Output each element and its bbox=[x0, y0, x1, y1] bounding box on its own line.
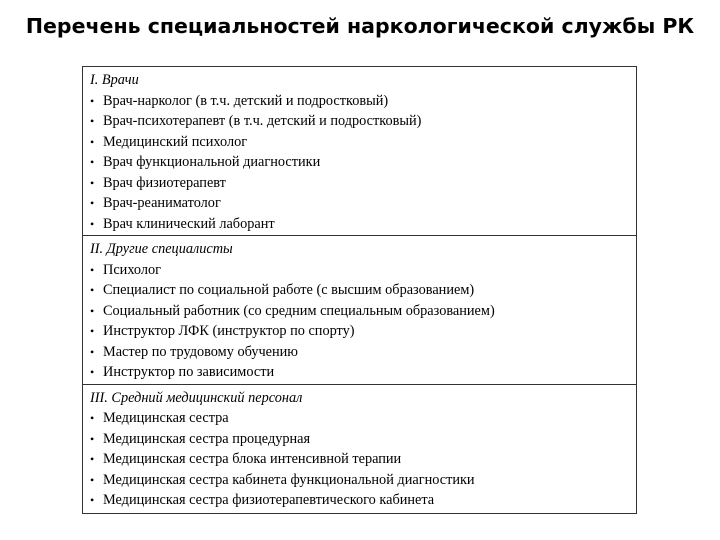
list-item bbox=[90, 111, 636, 132]
bullet-icon: • bbox=[90, 134, 95, 149]
bullet-icon: • bbox=[90, 472, 95, 487]
list-item bbox=[90, 132, 636, 153]
list-item bbox=[90, 490, 636, 511]
bullet-icon: • bbox=[90, 344, 95, 359]
bullet-icon: • bbox=[90, 324, 95, 338]
bullet-icon: • bbox=[90, 216, 95, 231]
list-item bbox=[90, 429, 636, 450]
list-item-label: Врач-нарколог (в т.ч. детский и подростковый) bbox=[103, 92, 389, 109]
list-item-label: Врач клинический лаборант bbox=[103, 215, 275, 232]
list-item-label: Медицинская сестра кабинета функциональной диагностики bbox=[103, 471, 475, 488]
list-item bbox=[90, 362, 636, 383]
list-item bbox=[90, 301, 636, 322]
page-title: Перечень специальностей наркологической службы РК bbox=[25, 14, 695, 38]
list-item-label: Врач физиотерапевт bbox=[103, 174, 226, 191]
list-item bbox=[90, 91, 636, 112]
bullet-icon: • bbox=[90, 303, 95, 318]
section-nursing-staff bbox=[83, 385, 636, 513]
list-item bbox=[90, 152, 636, 173]
bullet-icon: • bbox=[90, 114, 95, 128]
bullet-icon: • bbox=[90, 196, 95, 210]
list-item-label: Психолог bbox=[103, 261, 162, 278]
list-item bbox=[90, 342, 636, 363]
list-item-label: Мастер по трудовому обучению bbox=[103, 343, 298, 360]
section-heading: II. Другие специалисты bbox=[90, 241, 233, 257]
list-item-label: Медицинская сестра процедурная bbox=[103, 430, 311, 447]
section-heading: I. Врачи bbox=[90, 72, 139, 88]
list-item-label: Врач функциональной диагностики bbox=[103, 154, 321, 170]
list-item bbox=[90, 173, 636, 194]
list-item bbox=[90, 280, 636, 301]
list-item bbox=[90, 214, 636, 235]
bullet-icon: • bbox=[90, 365, 95, 379]
list-item-label: Инструктор ЛФК (инструктор по спорту) bbox=[103, 323, 355, 339]
list-item-label: Медицинский психолог bbox=[103, 133, 248, 150]
list-item-label: Медицинская сестра блока интенсивной терапии bbox=[103, 451, 402, 467]
bullet-icon: • bbox=[90, 283, 95, 297]
bullet-icon: • bbox=[90, 411, 95, 425]
bullet-icon: • bbox=[90, 175, 95, 190]
section-doctors bbox=[83, 67, 636, 236]
list-item bbox=[90, 193, 636, 214]
list-item-label: Социальный работник (со средним специальным образованием) bbox=[103, 302, 495, 319]
list-item bbox=[90, 321, 636, 342]
bullet-icon: • bbox=[90, 93, 95, 108]
bullet-icon: • bbox=[90, 493, 95, 507]
list-item bbox=[90, 408, 636, 429]
bullet-icon: • bbox=[90, 155, 95, 169]
list-item bbox=[90, 449, 636, 470]
list-item-label: Врач-психотерапевт (в т.ч. детский и подростковый) bbox=[103, 113, 422, 129]
list-item-label: Медицинская сестра физиотерапевтического кабинета bbox=[103, 492, 435, 508]
list-item bbox=[90, 260, 636, 281]
list-item-label: Специалист по социальной работе (с высшим образованием) bbox=[103, 282, 475, 298]
bullet-icon: • bbox=[90, 452, 95, 466]
section-heading: III. Средний медицинский персонал bbox=[90, 389, 303, 406]
bullet-icon: • bbox=[90, 262, 95, 277]
list-item-label: Инструктор по зависимости bbox=[103, 364, 275, 380]
list-item bbox=[90, 470, 636, 491]
list-item-label: Медицинская сестра bbox=[103, 410, 229, 426]
section-other-specialists bbox=[83, 236, 636, 385]
list-item-label: Врач-реаниматолог bbox=[103, 195, 221, 211]
specialties-table bbox=[82, 66, 637, 514]
bullet-icon: • bbox=[90, 431, 95, 446]
